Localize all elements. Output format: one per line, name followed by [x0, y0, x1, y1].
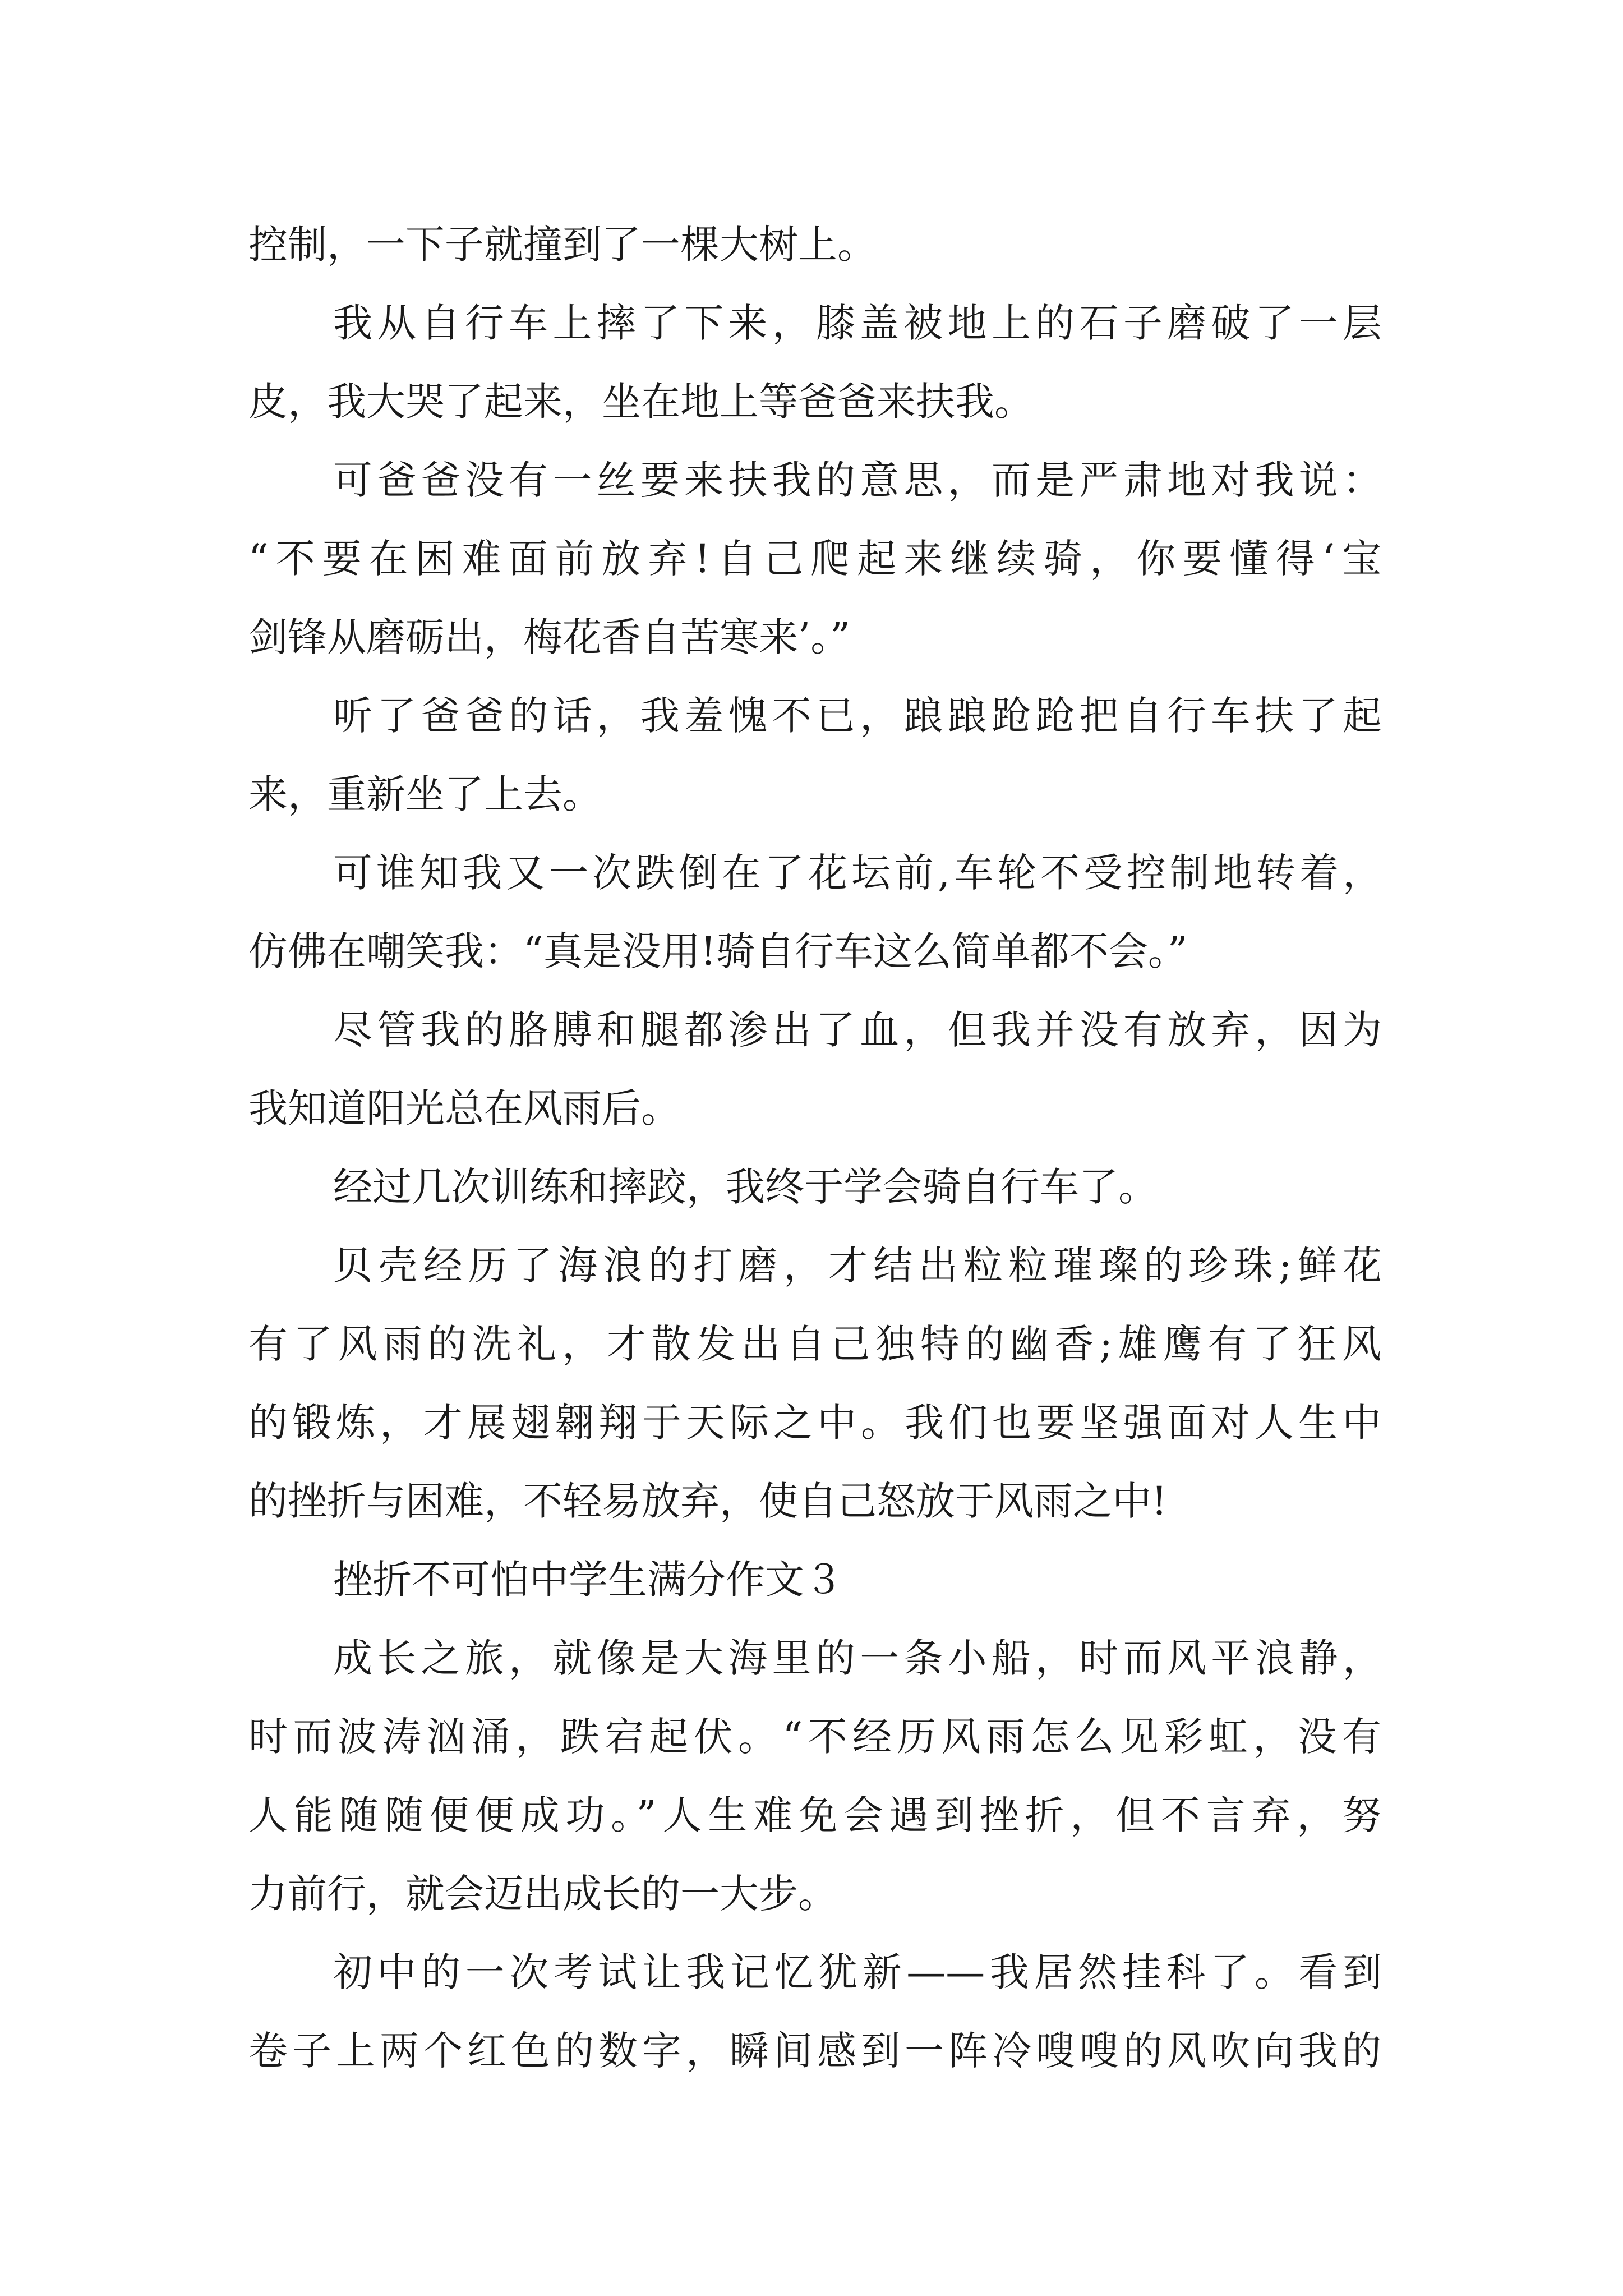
text-line: 卷子上两个红色的数字，瞬间感到一阵冷嗖嗖的风吹向我的 — [248, 2028, 1381, 2074]
text-line: 仿佛在嘲笑我：“真是没用!骑自行车这么简单都不会。” — [248, 928, 1188, 974]
paragraph-start-line: 初中的一次考试让我记忆犹新——我居然挂科了。看到 — [333, 1949, 1382, 1995]
text-line: 的锻炼，才展翅翱翔于天际之中。我们也要坚强面对人生中 — [248, 1400, 1381, 1446]
text-line: 控制，一下子就撞到了一棵大树上。 — [248, 222, 877, 268]
text-line: “不要在困难面前放弃!自己爬起来继续骑，你要懂得‘宝 — [248, 536, 1381, 582]
paragraph-start-line: 听了爸爸的话，我羞愧不已，踉踉跄跄把自行车扶了起 — [333, 693, 1382, 739]
paragraph-start-line: 尽管我的胳膊和腿都渗出了血，但我并没有放弃，因为 — [333, 1007, 1382, 1053]
text-line: 来，重新坐了上去。 — [248, 771, 602, 817]
text-line: 有了风雨的洗礼，才散发出自己独特的幽香;雄鹰有了狂风 — [248, 1321, 1381, 1367]
section-heading: 挫折不可怕中学生满分作文３ — [333, 1557, 843, 1603]
paragraph-start-line: 可谁知我又一次跌倒在了花坛前,车轮不受控制地转着， — [333, 850, 1382, 896]
paragraph-start-line: 成长之旅，就像是大海里的一条小船，时而风平浪静， — [333, 1635, 1382, 1681]
text-line: 力前行，就会迈出成长的一大步。 — [248, 1871, 837, 1917]
text-line: 皮，我大哭了起来，坐在地上等爸爸来扶我。 — [248, 379, 1034, 425]
text-line: 的挫折与困难，不轻易放弃，使自己怒放于风雨之中! — [248, 1478, 1168, 1524]
paragraph-start-line: 可爸爸没有一丝要来扶我的意思，而是严肃地对我说： — [333, 457, 1382, 503]
paragraph-start-line: 我从自行车上摔了下来，膝盖被地上的石子磨破了一层 — [333, 300, 1382, 346]
text-line: 时而波涛汹涌，跌宕起伏。“不经历风雨怎么见彩虹，没有 — [248, 1714, 1381, 1760]
paragraph-start-line: 贝壳经历了海浪的打磨，才结出粒粒璀璨的珍珠;鲜花 — [333, 1243, 1382, 1289]
text-line: 人能随随便便成功。”人生难免会遇到挫折，但不言弃，努 — [248, 1792, 1381, 1838]
text-line: 剑锋从磨砺出，梅花香自苦寒来’。” — [248, 614, 851, 660]
paragraph-start-line: 经过几次训练和摔跤，我终于学会骑自行车了。 — [333, 1164, 1158, 1210]
text-line: 我知道阳光总在风雨后。 — [248, 1085, 680, 1131]
